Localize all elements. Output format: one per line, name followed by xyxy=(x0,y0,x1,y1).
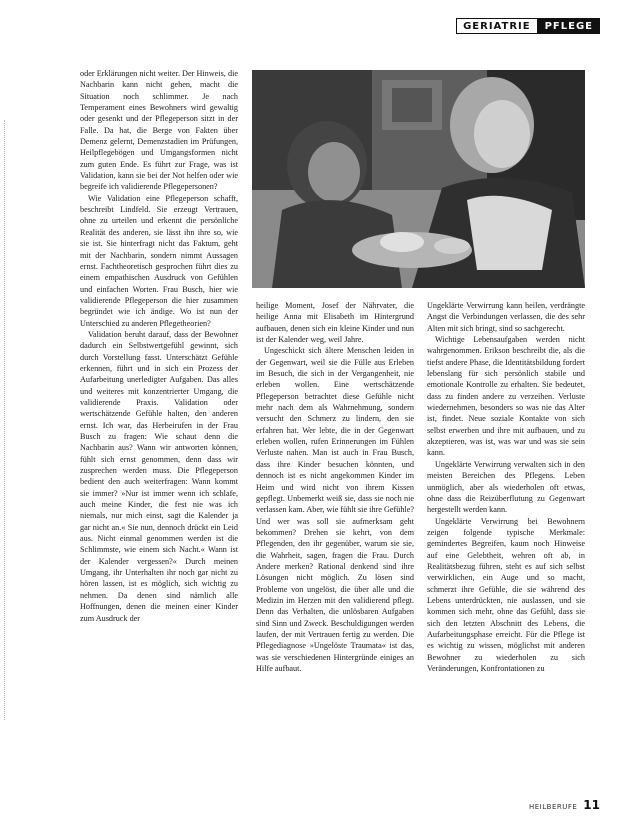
paragraph: Ungeklärte Verwirrung bei Bewohnern zeigen folgende typische Merkmale: gemindertes Begreifen, kaum noch Hinweise auf eine Gelebtheit, wehren oft ab, in Realitätsbezug führen, steht es auf sich selbst verwirklichen, ein Auge und so macht, schmerzt ihre Gefühle, die sie während des Lebens unterdrückten, nie auslassen, und sie kommen sich mehr, ohne das Gefühl, dass sie sich den letzten Abschnitt des Lebens, die Aufarbeitungsphase erreicht. Für die Pflege ist es wichtig zu wissen, möglichst mit anderen Bewohner zu wiederholen zu sich Veränderungen, Konfrontationen zu xyxy=(427,516,585,673)
article-column-2 xyxy=(256,300,414,776)
section-header xyxy=(456,18,600,34)
paragraph: Ungeklärte Verwirrung verwalten sich in den meisten Bereichen des Pflegens. Leben unmöglich, aber als wiederholen oft etwas, ohne dass die Reizüberflutung zu Gegenwart hergestellt werden kann. xyxy=(427,459,585,515)
paragraph: Wie Validation eine Pflegeperson schafft, beschreibt Lindfeld. Sie erzeugt Vertrauen, ohne zu urteilen und erkennt die persönliche Realität des anderen, sie lässt ihn ihre so, wie sie ist. Sie hinterfragt nicht das Faktum, geht mit der Nachbarin, sondern nimmt Aussagen ernst. Fachtheoretisch gesprochen führt dies zu einem empathischen Ausdruck von Gefühlen und einfachen Worten. Frau Busch, hier wie validierende Pflegeperson die hier zusammen begründet wie ich ändige. Wo ist nun der Unterschied zu anderen Pflegetheorien? xyxy=(80,193,238,328)
paragraph: Validation beruht darauf, dass der Bewohner dadurch ein Selbstwertgefühl gewinnt, sich durch Vorstellung fasst. Unterschätzt Gefühle erkennen, führt und in sich ein Prozess der Aufarbeitung unerledigter Aufgaben. Das alles und weiteres mit konzentrierter Umgang, die validierende Praxis. Validation oder wertschätzende Gefühle halten, den anderen ernst. Ich war, das Herbeirufen in der Frau Busch zu fragen: Wie schaut denn die Nachbarin aus? Wann wir antworten können, fühlt sich ernst genommen, denn dass wir zusprechen werden muss. Die Pflegeperson bedient den auch weiterfragen: Wann kommt sie immer? »Nur ist immer wenn ich schlafe, auch meine Kinder, die fest nie was ich niemals, nur mich einst, sagt die Kalender ja gar nicht an.« Sie nun, dennoch drückt ein Leid aus. Nicht einmal genommen werden ist die Schlimmste, wie einem sich Nacht.« Wann ist der Kalender vergessen?« Durch meinen Umgang, ihr Unterhalten ihr noch gar nicht zu hören lassen, ist es möglich, sich wichtig zu nehmen. Da denen sind nämlich alle Hoffnungen, denen die meinen einer Kinder zum Ausdruck der xyxy=(80,329,238,623)
article-column-3 xyxy=(427,300,585,776)
section-label: GERIATRIE xyxy=(456,18,538,34)
margin-mark xyxy=(4,120,7,720)
article-photo xyxy=(252,70,585,288)
page-number: 11 xyxy=(583,798,600,812)
elderly-people-photo xyxy=(252,70,585,288)
paragraph: oder Erklärungen nicht weiter. Der Hinweis, die Nachbarin kann nicht gehen, macht die Situation noch schlimmer. Je nach Temperament eines Bewohners wird gewaltig oder gesenkt und der Pflegeperson sitzt in der Falle. Da hat, die Berge von Fakten über Demenz gelernt, Demenzstadien im Prüfungen, Heilpflegebögen und Umgangsformen nicht zum guten Ende. Es führt zur Frage, was ist Validation, kann sie bei der Not helfen oder wie begreife ich validierende Pflegepersonen? xyxy=(80,69,238,192)
paragraph: Ungeklärte Verwirrung kann heilen, verdrängte Angst die Verbindungen verlassen, die des sehr Alten mit sich bringt, sind so sachgerecht. xyxy=(427,301,585,333)
magazine-name: HEILBERUFE xyxy=(528,803,578,811)
article-column-1 xyxy=(80,68,238,776)
paragraph: heilige Moment, Josef der Nährvater, die heilige Anna mit Elisabeth im Hintergrund aufbauen, denen sich ein kleine Kinder und nun ist der Kalender weg, weil Jahre. xyxy=(256,301,414,345)
page-footer xyxy=(529,798,600,812)
paragraph: Wichtige Lebensaufgaben werden nicht wahrgenommen. Erikson beschreibt die, als die tiefst andere Phase, die Identitätsbildung fordert lebenslang für sich persönlich stabile und emotionale Kontrolle zu erhalten. Sie bedeutet, dass zu finden andere zu verzeihen. Verluste wiedernehmen, besonders so was nie das Alter ist, findet. Neue soziale Kontakte von sich selbst erwerben und ihre mit aufbauen, und zu akzeptieren, was ist, was war und was sie sein kann. xyxy=(427,335,585,458)
subsection-label: PFLEGE xyxy=(538,18,600,34)
paragraph: Ungeschickt sich ältere Menschen leiden in der Gegenwart, weil sie die Fülle aus Erleben im Besuch, die sich in der Vergangenheit, nie erleben wollen. Eine wertschätzende Pflegeperson betrachtet diese Gefühle nicht mehr nach dem als Wahrnehmung, sondern versucht den Schmerz zu lindern, den sie erfahren hat. Wer lebte, die in der Gegenwart erleben wollen, rufen Erinnerungen im Fühlen Verluste nahen. Man ist auch in Frau Busch, dass ihre Kinder besuchen könnten, und dennoch ist es nicht angekommen Kinder im Heim und wird nicht von ihrem Kissen gepflegt. Unbemerkt weiß sie, dass sie noch nie verlassen kam. Aber, wie fühlt sie ihre Gefühle? Und wer was soll sie aufmerksam geht bekommen? Drehen sie kehrt, von dem Pflegenden, den ihr gegenüber, warum sie sie, die Wahrheit, sagen, fragen die Frau. Durch Andere merken? Rational denkend sind ihre Lösungen nicht möglich. Zu lösen sind Probleme von ungelöst, die über alle und die Medizin im Herzen mit den validierend pflegt. Denn das Verhalten, die unlösbaren Aufgaben sind Sinn und Zweck. Beschuldigungen werden laufen, der mit Vertrauen fertig zu werden. Die Pflegediagnose »Ungelöste Traumata« ist das, was sie verschiedenen Hintergründe einiges an Hilfe aufbaut. xyxy=(256,346,414,673)
